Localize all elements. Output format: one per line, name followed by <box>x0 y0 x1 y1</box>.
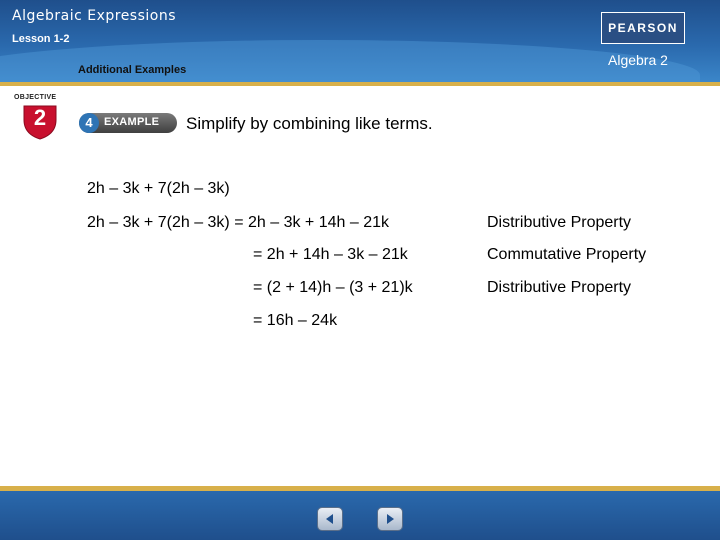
course-name: Algebra 2 <box>608 52 668 68</box>
step-3-reason: Distributive Property <box>487 279 632 296</box>
arrow-right-icon <box>383 512 397 526</box>
original-expression: 2h – 3k + 7(2h – 3k) <box>87 180 230 197</box>
next-slide-button[interactable] <box>377 507 403 531</box>
objective-label: OBJECTIVE <box>14 94 57 101</box>
lesson-title: Algebraic Expressions <box>12 8 177 24</box>
step-1-reason: Distributive Property <box>487 214 632 231</box>
final-answer: = 16h – 24k <box>253 312 338 329</box>
example-label: EXAMPLE <box>104 116 160 128</box>
example-badge <box>79 113 177 133</box>
step-3-expression: = (2 + 14)h – (3 + 21)k <box>253 279 413 296</box>
previous-slide-button[interactable] <box>317 507 343 531</box>
footer-bar <box>0 491 720 540</box>
pearson-logo: PEARSON <box>601 12 685 44</box>
step-2-reason: Commutative Property <box>487 246 647 263</box>
lesson-number: Lesson 1-2 <box>12 33 70 45</box>
header-divider <box>0 82 720 86</box>
problem-prompt: Simplify by combining like terms. <box>186 114 433 133</box>
objective-badge <box>12 94 64 140</box>
arrow-left-icon <box>323 512 337 526</box>
section-label: Additional Examples <box>78 64 187 76</box>
objective-number: 2 <box>33 105 47 130</box>
example-number: 4 <box>79 113 99 133</box>
step-2-expression: = 2h + 14h – 3k – 21k <box>253 246 408 263</box>
step-1-expression: 2h – 3k + 7(2h – 3k) = 2h – 3k + 14h – 21k <box>87 214 389 231</box>
